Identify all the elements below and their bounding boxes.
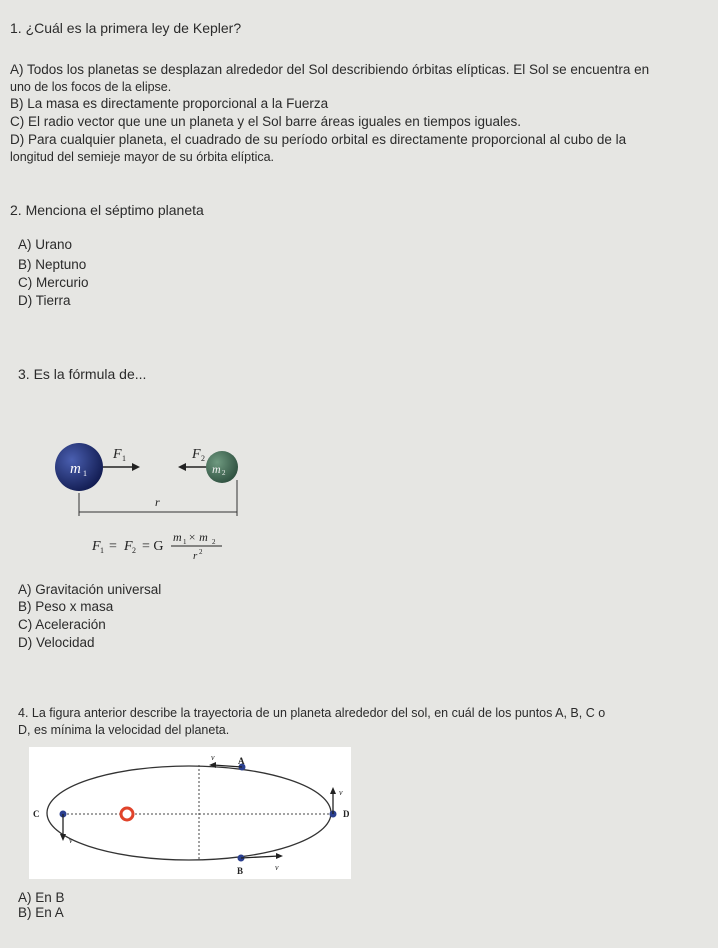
- mass-2-sub: 2: [222, 469, 226, 477]
- orbit-ellipse: [47, 766, 331, 860]
- q2-option-a: A) Urano: [18, 237, 73, 252]
- q3-option-c: C) Aceleración: [18, 617, 106, 632]
- point-c-label: C: [33, 809, 40, 819]
- point-a-label: A: [238, 756, 245, 766]
- force-2-arrowhead: [178, 463, 186, 471]
- q3-option-b: B) Peso x masa: [18, 599, 114, 614]
- velocity-b-label: v: [275, 863, 279, 872]
- orbit-diagram: [29, 747, 351, 879]
- q1-option-b: B) La masa es directamente proporcional a la Fuerza: [10, 96, 329, 111]
- question-1-title: 1. ¿Cuál es la primera ley de Kepler?: [10, 20, 242, 36]
- formula-f1: F: [92, 539, 101, 554]
- orbit-figure: [29, 747, 351, 879]
- formula-numerator-m1: m: [173, 530, 182, 544]
- q1-option-d-line2: longitud del semieje mayor de su órbita elíptica.: [10, 150, 275, 164]
- q1-option-c: C) El radio vector que une un planeta y el Sol barre áreas iguales en tiempos iguales.: [10, 114, 522, 129]
- question-4-line1: 4. La figura anterior describe la trayectoria de un planeta alrededor del sol, en cuál de los puntos A, B, C o: [18, 706, 606, 720]
- distance-label: r: [155, 495, 160, 509]
- formula-eq1: =: [109, 539, 117, 554]
- force-1-sub: 1: [122, 454, 126, 463]
- point-b-label: B: [237, 866, 244, 876]
- formula-denominator-exp: 2: [199, 548, 203, 556]
- mass-1-sub: 1: [83, 469, 87, 478]
- q1-option-d-line1: D) Para cualquier planeta, el cuadrado de su período orbital es directamente proporcional al cubo de la: [10, 132, 627, 147]
- velocity-b-arrowhead: [276, 853, 283, 859]
- force-1-label: F: [113, 447, 122, 462]
- force-1-arrowhead: [132, 463, 140, 471]
- velocity-c-label: v: [69, 836, 73, 845]
- q2-option-d: D) Tierra: [18, 293, 71, 308]
- formula-numerator-m2: × m: [188, 530, 208, 544]
- velocity-d-arrowhead: [330, 787, 336, 794]
- velocity-c-arrowhead: [60, 834, 66, 841]
- q1-option-a-line1: A) Todos los planetas se desplazan alrededor del Sol describiendo órbitas elípticas. El Sol se encuentra en: [10, 62, 650, 77]
- mass-1-label: m: [70, 461, 81, 477]
- formula-f1-sub: 1: [100, 546, 104, 555]
- gravitation-diagram: [0, 420, 260, 565]
- force-2-label: F: [192, 447, 201, 462]
- formula-f2: F: [124, 539, 133, 554]
- formula-denominator-r: r: [193, 550, 198, 562]
- q3-option-a: A) Gravitación universal: [18, 582, 162, 597]
- formula-eq2-g: = G: [142, 539, 164, 554]
- formula-numerator-sub2: 2: [212, 538, 216, 546]
- q2-option-b: B) Neptuno: [18, 257, 87, 272]
- sun: [121, 808, 133, 820]
- question-4-line2: D, es mínima la velocidad del planeta.: [18, 723, 230, 737]
- point-d-label: D: [343, 809, 350, 819]
- q1-option-a-line2: uno de los focos de la elipse.: [10, 80, 172, 94]
- q2-option-c: C) Mercurio: [18, 275, 89, 290]
- question-3-title: 3. Es la fórmula de...: [18, 366, 147, 382]
- q3-option-d: D) Velocidad: [18, 635, 95, 650]
- q4-option-a: A) En B: [18, 890, 65, 905]
- mass-2-planet: [206, 451, 238, 483]
- mass-2-label: m: [212, 462, 221, 476]
- force-2-sub: 2: [201, 454, 205, 463]
- velocity-a-label: v: [211, 753, 215, 762]
- question-2-title: 2. Menciona el séptimo planeta: [10, 202, 204, 218]
- q4-option-b: B) En A: [18, 905, 64, 920]
- formula-f2-sub: 2: [132, 546, 136, 555]
- velocity-d-label: v: [339, 788, 343, 797]
- formula-numerator-sub1: 1: [183, 538, 187, 546]
